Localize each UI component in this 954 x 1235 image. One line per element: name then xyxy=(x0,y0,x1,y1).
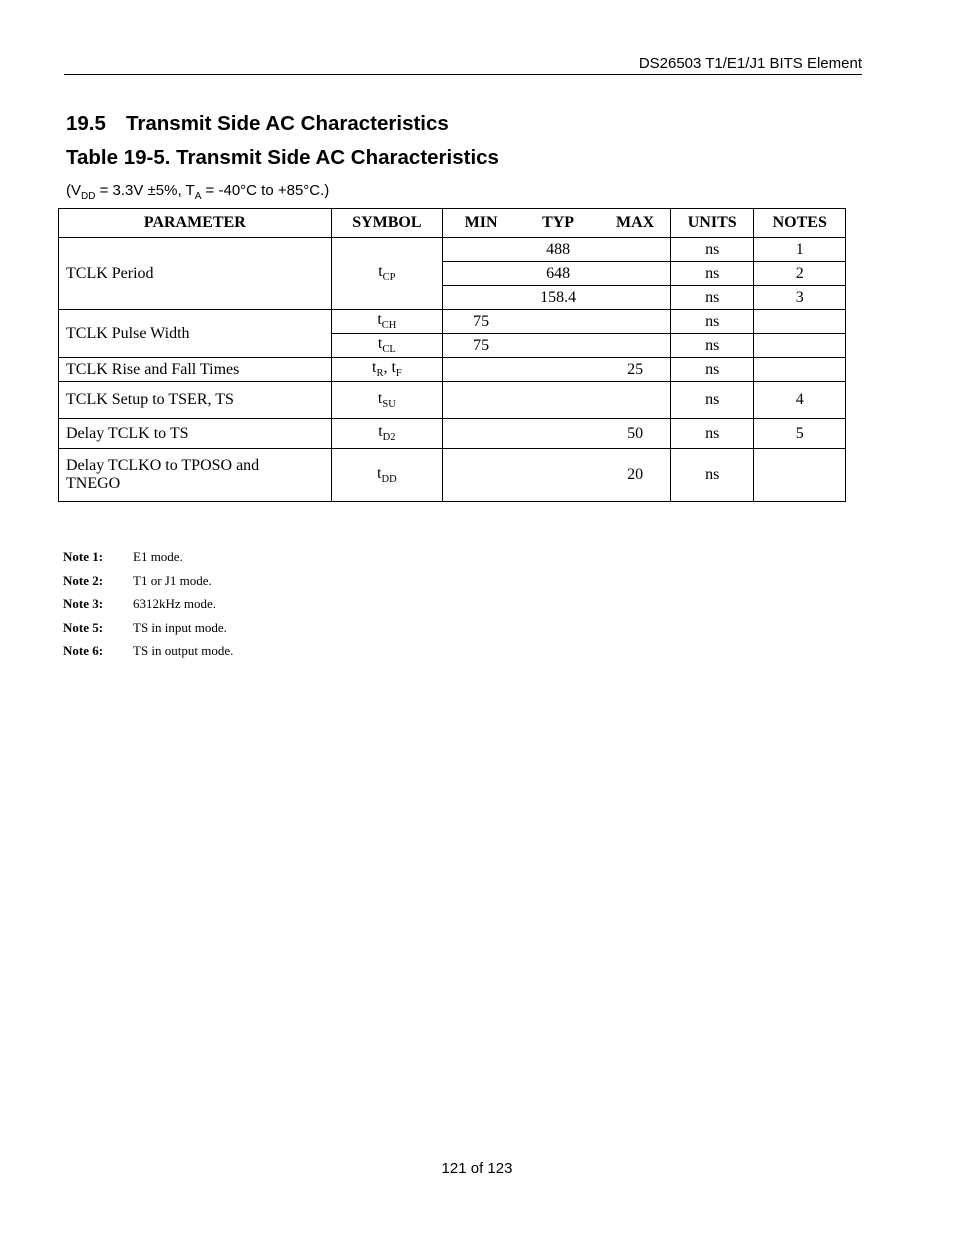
table-row xyxy=(59,310,846,334)
table-row xyxy=(59,419,846,449)
table-row xyxy=(59,382,846,419)
symbol-cell: $t_{CH}$ xyxy=(331,310,442,334)
note-item xyxy=(63,620,233,644)
note-text: TS in output mode. xyxy=(133,643,234,658)
values-cell: 158.4 xyxy=(443,286,671,310)
values-cell: 648 xyxy=(443,262,671,286)
note-label: Note 2: xyxy=(63,572,104,588)
values-cell: 20 xyxy=(443,449,671,502)
values-cell: 488 xyxy=(443,238,671,262)
note-text: T1 or J1 mode. xyxy=(133,572,212,588)
symbol-cell: $t_{D2}$ xyxy=(331,419,442,449)
section-heading xyxy=(66,112,449,136)
notes-cell xyxy=(754,358,846,382)
section-title: Transmit Side AC Characteristics xyxy=(126,112,449,135)
notes-cell: 5 xyxy=(754,419,846,449)
notes-cell: 2 xyxy=(754,262,846,286)
header-typ: TYP xyxy=(542,214,575,231)
note-item xyxy=(63,549,233,573)
notes-cell: 1 xyxy=(754,238,846,262)
note-text: 6312kHz mode. xyxy=(133,596,217,611)
header-values xyxy=(443,209,671,238)
symbol-cell: $t_{CL}$ xyxy=(331,334,442,358)
symbol-cell: $t_{SU}$ xyxy=(331,382,442,419)
note-label: Note 3: xyxy=(63,596,104,611)
table-row xyxy=(59,238,846,262)
values-cell: 75 xyxy=(443,310,671,334)
param-cell: TCLK Rise and Fall Times xyxy=(59,358,332,382)
units-cell: ns xyxy=(670,419,754,449)
table-row xyxy=(59,358,846,382)
values-cell xyxy=(443,382,671,419)
table-row xyxy=(59,449,846,502)
units-cell: ns xyxy=(670,334,754,358)
symbol-cell: $t_R$, $t_F$ xyxy=(331,358,442,382)
values-cell: 50 xyxy=(443,419,671,449)
notes-cell xyxy=(754,449,846,502)
note-label: Note 1: xyxy=(63,549,104,564)
notes-cell xyxy=(754,310,846,334)
header-symbol: SYMBOL xyxy=(331,209,442,238)
note-text: TS in input mode. xyxy=(133,619,227,635)
units-cell: ns xyxy=(670,238,754,262)
param-cell: TCLK Period xyxy=(59,238,332,310)
values-cell: 25 xyxy=(443,358,671,382)
document-title: DS26503 T1/E1/J1 BITS Element xyxy=(638,55,862,72)
units-cell: ns xyxy=(670,382,754,419)
values-cell: 75 xyxy=(443,334,671,358)
operating-conditions: ($V_{DD} = 3.3V \pm 5\%$, $T_A = -40^\circ C$ to +85°C.) xyxy=(66,182,330,202)
header-max: MAX xyxy=(615,214,655,231)
header-notes: NOTES xyxy=(754,209,846,238)
ac-characteristics-table xyxy=(58,208,846,502)
param-cell: TCLK Pulse Width xyxy=(59,310,332,358)
units-cell: ns xyxy=(670,449,754,502)
param-cell: TCLK Setup to TSER, TS xyxy=(59,382,332,419)
units-cell: ns xyxy=(670,310,754,334)
note-item xyxy=(63,643,233,667)
notes-cell: 3 xyxy=(754,286,846,310)
table-header-row xyxy=(59,209,846,238)
notes-cell: 4 xyxy=(754,382,846,419)
note-label: Note 5: xyxy=(63,619,104,635)
header-units: UNITS xyxy=(670,209,754,238)
table-title: Table 19-5. Transmit Side AC Characteristics xyxy=(66,146,499,169)
note-item xyxy=(63,596,233,620)
symbol-cell: $t_{CP}$ xyxy=(331,238,442,310)
notes-cell xyxy=(754,334,846,358)
header-parameter: PARAMETER xyxy=(59,209,332,238)
symbol-cell: $t_{DD}$ xyxy=(331,449,442,502)
section-number: 19.5 xyxy=(66,112,106,135)
notes-list xyxy=(63,549,233,667)
units-cell: ns xyxy=(670,358,754,382)
note-label: Note 6: xyxy=(63,643,104,658)
header-min: MIN xyxy=(464,214,498,231)
note-item xyxy=(63,573,233,597)
param-cell: Delay TCLK to TS xyxy=(59,419,332,449)
units-cell: ns xyxy=(670,286,754,310)
units-cell: ns xyxy=(670,262,754,286)
page-header xyxy=(64,55,862,75)
page-number: 121 of 123 xyxy=(441,1160,513,1177)
note-text: E1 mode. xyxy=(133,549,183,564)
param-cell: Delay TCLKO to TPOSO and TNEGO xyxy=(59,449,332,502)
